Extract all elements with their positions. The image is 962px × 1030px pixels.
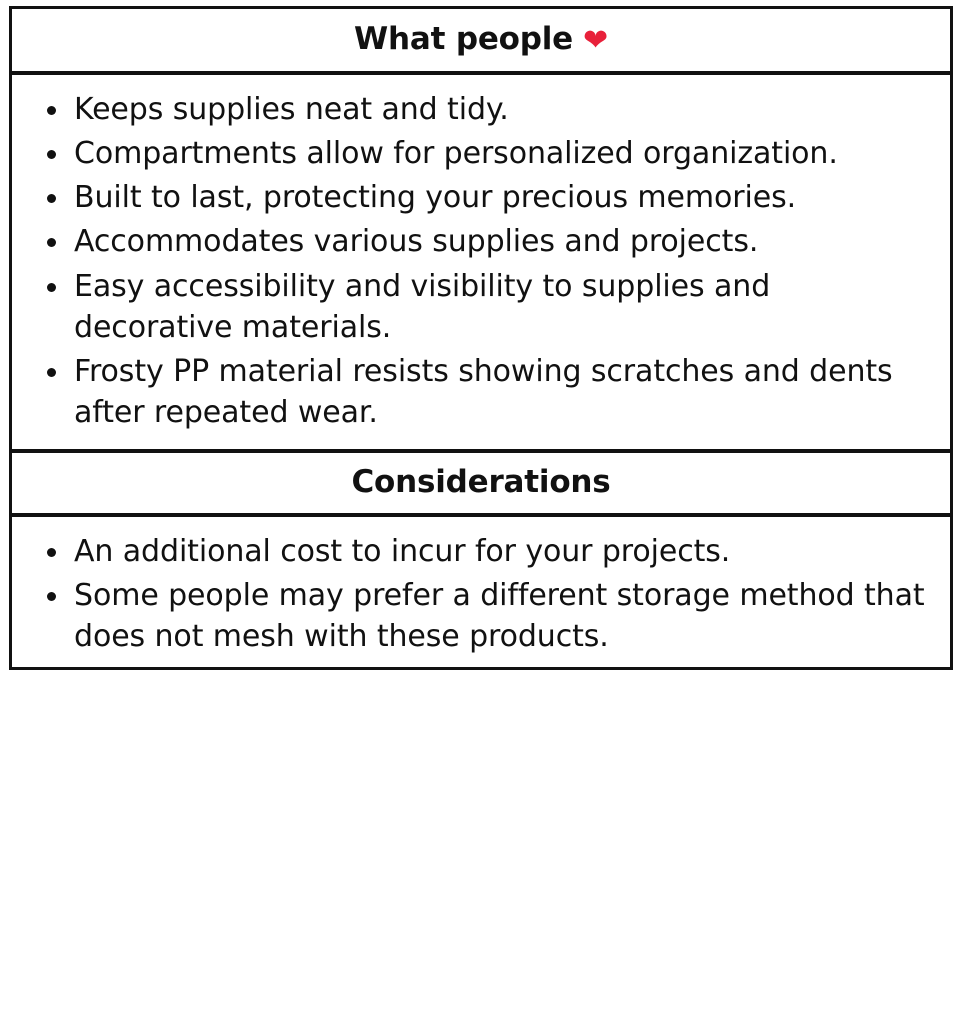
list-item: Built to last, protecting your precious memories. [34, 177, 928, 218]
pros-title: What people [354, 21, 573, 57]
considerations-section-header [12, 449, 950, 517]
list-item: Frosty PP material resists showing scratches and dents after repeated wear. [34, 351, 928, 433]
considerations-title: Considerations [351, 463, 611, 500]
pros-list [34, 89, 928, 433]
list-item: Some people may prefer a different storage method that does not mesh with these products. [34, 575, 928, 657]
heart-icon: ❤ [583, 22, 608, 58]
considerations-list-body [12, 517, 950, 667]
list-item: Keeps supplies neat and tidy. [34, 89, 928, 130]
considerations-list [34, 531, 928, 657]
pros-section-header [12, 9, 950, 75]
list-item: An additional cost to incur for your projects. [34, 531, 928, 572]
list-item: Accommodates various supplies and projects. [34, 221, 928, 262]
pros-list-body [12, 75, 950, 449]
list-item: Easy accessibility and visibility to supplies and decorative materials. [34, 266, 928, 348]
pros-cons-card [9, 6, 953, 670]
list-item: Compartments allow for personalized organization. [34, 133, 928, 174]
